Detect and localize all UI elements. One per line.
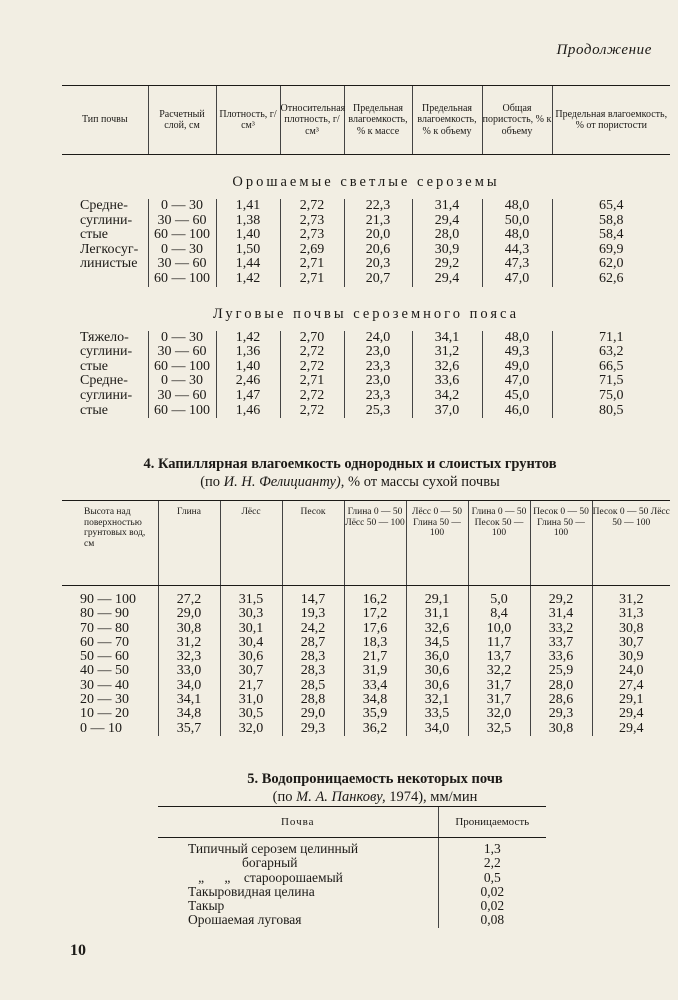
column-header: Предельная влагоемкость, % к массе [344, 86, 412, 155]
column-header: Песок [282, 501, 344, 586]
table-cell: 66,5 [552, 360, 670, 375]
table-row [62, 228, 670, 243]
table-cell: 14,7 [282, 586, 344, 608]
table-cell: 29,3 [530, 707, 592, 721]
table-cell: 0 — 30 [148, 374, 216, 389]
table-cell: 2,73 [280, 214, 344, 229]
table-cell: 28,7 [282, 636, 344, 650]
table-row [158, 913, 546, 927]
table-row [62, 707, 670, 721]
table-cell: 11,7 [468, 636, 530, 650]
table-cell: 24,0 [592, 664, 670, 678]
column-header: Глина [158, 501, 220, 586]
table-row [62, 214, 670, 229]
table-cell: 58,4 [552, 228, 670, 243]
table-cell: 47,0 [482, 272, 552, 287]
table-cell: 31,9 [344, 664, 406, 678]
permeability-value: 0,08 [438, 913, 546, 927]
soil-name: богарный [188, 855, 298, 871]
table-cell: 30,6 [220, 650, 282, 664]
table-cell: 34,8 [344, 693, 406, 707]
table-cell: 23,0 [344, 345, 412, 360]
table-cell: 32,1 [406, 693, 468, 707]
table5-title: 5. Водопроницаемость некоторых почв [247, 771, 503, 787]
table-cell: 30 — 40 [80, 677, 129, 693]
table-cell: 2,73 [280, 228, 344, 243]
table-cell: 29,0 [158, 607, 220, 621]
table-cell: стые [80, 358, 108, 374]
table-cell: 30,8 [158, 622, 220, 636]
table-cell: 62,6 [552, 272, 670, 287]
table-cell: 32,6 [412, 360, 482, 375]
table-cell: 27,4 [592, 679, 670, 693]
table-cell: 30,4 [220, 636, 282, 650]
table-cell: 1,41 [216, 199, 280, 214]
table-cell: 23,3 [344, 389, 412, 404]
table-cell: 29,1 [592, 693, 670, 707]
table-cell: 29,1 [406, 586, 468, 608]
table-cell: 31,4 [412, 199, 482, 214]
column-header: Предельная влагоемкость, % от пористости [552, 86, 670, 155]
table-cell: 16,2 [344, 586, 406, 608]
table-cell: 34,5 [406, 636, 468, 650]
table-cell: 2,72 [280, 199, 344, 214]
table-cell: 28,5 [282, 679, 344, 693]
table-cell: 36,0 [406, 650, 468, 664]
table-cell: 2,71 [280, 257, 344, 272]
table-cell: 32,6 [406, 622, 468, 636]
permeability-value: 1,3 [438, 838, 546, 857]
capillary-capacity-table [62, 500, 670, 736]
table-cell: 28,8 [282, 693, 344, 707]
column-header: Расчетный слой, см [148, 86, 216, 155]
table-cell: 1,40 [216, 360, 280, 375]
table-cell: 37,0 [412, 404, 482, 419]
table-row [62, 679, 670, 693]
table4-author: И. Н. Фелицианту) [223, 474, 341, 490]
table-cell: 29,2 [412, 257, 482, 272]
table-cell: 30,7 [592, 636, 670, 650]
table-cell: 60 — 100 [148, 360, 216, 375]
table-cell: 30 — 60 [148, 257, 216, 272]
table-cell: 1,42 [216, 272, 280, 287]
table-cell: 30 — 60 [148, 389, 216, 404]
table-cell: 30,9 [592, 650, 670, 664]
table-cell: 71,5 [552, 374, 670, 389]
table-row [62, 243, 670, 258]
section-title: Орошаемые светлые сероземы [232, 174, 500, 190]
section-title: Луговые почвы сероземного пояса [212, 305, 520, 322]
table-cell [62, 272, 148, 287]
table-cell: суглини- [80, 344, 133, 360]
section-title-row [62, 287, 670, 331]
table-cell: 29,0 [282, 707, 344, 721]
table-cell: 49,0 [482, 360, 552, 375]
table-row [62, 607, 670, 621]
table-cell: 63,2 [552, 345, 670, 360]
table-cell: 0 — 30 [148, 243, 216, 258]
table-cell: 34,8 [158, 707, 220, 721]
column-header: Тип почвы [62, 86, 148, 155]
table-cell: 21,7 [344, 650, 406, 664]
table4-subtitle: (по И. Н. Фелицианту), % от массы сухой почвы [200, 474, 500, 490]
table-cell: линистые [80, 256, 138, 272]
page-number: 10 [70, 942, 86, 959]
table-row [62, 374, 670, 389]
permeability-value: 2,2 [438, 856, 546, 870]
table-row [62, 199, 670, 214]
permeability-value: 0,5 [438, 871, 546, 885]
table-cell: стые [80, 402, 108, 418]
table-cell: 58,8 [552, 214, 670, 229]
table-cell: 33,5 [406, 707, 468, 721]
table-cell: 30,7 [220, 664, 282, 678]
table-cell: 2,71 [280, 374, 344, 389]
table-cell: 30 — 60 [148, 214, 216, 229]
table-cell: 34,1 [158, 693, 220, 707]
table-cell: 18,3 [344, 636, 406, 650]
table-cell: 30 — 60 [148, 345, 216, 360]
table-cell: 33,0 [158, 664, 220, 678]
table-cell: 20 — 30 [80, 692, 129, 708]
column-header: Плотность, г/см³ [216, 86, 280, 155]
continuation-label: Продолжение [556, 42, 652, 58]
table-cell: 21,7 [220, 679, 282, 693]
column-header: Песок 0 — 50 Глина 50 — 100 [530, 501, 592, 586]
table-cell: 17,2 [344, 607, 406, 621]
table-cell: 34,0 [158, 679, 220, 693]
table-cell: 46,0 [482, 404, 552, 419]
table-row [62, 345, 670, 360]
table-cell: 29,4 [412, 214, 482, 229]
table4-title: 4. Капиллярная влагоемкость однородных и слоистых грунтов [143, 456, 557, 472]
table-cell: Средне- [80, 373, 128, 389]
table-cell: 1,44 [216, 257, 280, 272]
table-cell: 60 — 70 [80, 634, 129, 650]
column-header: Лёсс [220, 501, 282, 586]
table-cell: 48,0 [482, 228, 552, 243]
table-cell: 28,6 [530, 693, 592, 707]
table-cell: 47,0 [482, 374, 552, 389]
table-cell: 71,1 [552, 331, 670, 346]
permeability-value: 0,02 [438, 899, 546, 913]
table-cell: 33,7 [530, 636, 592, 650]
table-cell: 49,3 [482, 345, 552, 360]
permeability-value: 0,02 [438, 885, 546, 899]
table-row [62, 650, 670, 664]
table-cell: 0 — 10 [80, 720, 122, 736]
column-header: Проницаемость [438, 807, 546, 838]
table-cell: 32,0 [220, 722, 282, 736]
table-cell: 25,3 [344, 404, 412, 419]
table-cell: 22,3 [344, 199, 412, 214]
table-cell: 21,3 [344, 214, 412, 229]
table-cell: 48,0 [482, 331, 552, 346]
table-cell: Средне- [80, 198, 128, 213]
table-row [62, 331, 670, 346]
table-cell: 10 — 20 [80, 706, 129, 722]
table-row [62, 257, 670, 272]
table-cell: 0 — 30 [148, 331, 216, 346]
table-cell: 1,40 [216, 228, 280, 243]
table-cell: 2,46 [216, 374, 280, 389]
table-cell: 1,42 [216, 331, 280, 346]
table-cell: 31,4 [530, 607, 592, 621]
table-cell: 2,69 [280, 243, 344, 258]
table-row [62, 622, 670, 636]
table-cell: 19,3 [282, 607, 344, 621]
table-row [62, 389, 670, 404]
table-cell: 30,5 [220, 707, 282, 721]
table-cell: 1,50 [216, 243, 280, 258]
table-cell: 30,1 [220, 622, 282, 636]
table-cell: 30,3 [220, 607, 282, 621]
table-row [62, 404, 670, 419]
table-cell: Тяжело- [80, 329, 129, 345]
table-cell: 48,0 [482, 199, 552, 214]
table-cell: 33,4 [344, 679, 406, 693]
table-row [62, 272, 670, 287]
table-cell: 2,70 [280, 331, 344, 346]
table-cell: 31,0 [220, 693, 282, 707]
table-row [62, 722, 670, 736]
table-cell: 34,0 [406, 722, 468, 736]
table-row [158, 838, 546, 857]
table-cell: 32,5 [468, 722, 530, 736]
table-cell: 8,4 [468, 607, 530, 621]
table-row [62, 360, 670, 375]
table-cell: 80,5 [552, 404, 670, 419]
table-cell: 80 — 90 [80, 606, 129, 622]
table-cell: 31,7 [468, 693, 530, 707]
table-cell: 2,72 [280, 345, 344, 360]
table-cell: 25,9 [530, 664, 592, 678]
soil-name: Такыровидная целина [188, 883, 315, 899]
table-cell: 70 — 80 [80, 620, 129, 636]
column-header: Почва [158, 807, 438, 838]
table-cell: 32,0 [468, 707, 530, 721]
column-header: Глина 0 — 50 Лёсс 50 — 100 [344, 501, 406, 586]
table-cell: суглини- [80, 387, 133, 403]
section-title-row [62, 155, 670, 200]
table-cell: 29,4 [412, 272, 482, 287]
table-cell: 20,7 [344, 272, 412, 287]
soil-properties-table [62, 85, 670, 418]
table-cell: 27,2 [158, 586, 220, 608]
table-cell: 60 — 100 [148, 272, 216, 287]
table-cell: 1,46 [216, 404, 280, 419]
table-cell: 20,3 [344, 257, 412, 272]
table-row [62, 586, 670, 608]
table-cell: 44,3 [482, 243, 552, 258]
table-cell: 60 — 100 [148, 404, 216, 419]
table-cell: 62,0 [552, 257, 670, 272]
table-cell: 31,2 [158, 636, 220, 650]
table-row [158, 885, 546, 899]
table-cell: Легкосуг- [80, 241, 139, 257]
table-cell: 40 — 50 [80, 663, 129, 679]
table-cell: 65,4 [552, 199, 670, 214]
table-cell: 31,5 [220, 586, 282, 608]
table-cell: 31,7 [468, 679, 530, 693]
table-cell: 20,6 [344, 243, 412, 258]
table-cell: 60 — 100 [148, 228, 216, 243]
table-cell: суглини- [80, 212, 133, 228]
table-row [158, 856, 546, 870]
table-cell: 17,6 [344, 622, 406, 636]
table-cell: 13,7 [468, 650, 530, 664]
table-cell: 30,6 [406, 679, 468, 693]
table-cell: 32,2 [468, 664, 530, 678]
table-cell: 28,3 [282, 664, 344, 678]
soil-name: Такыр [188, 898, 225, 914]
table-cell: 50,0 [482, 214, 552, 229]
table-cell: 24,0 [344, 331, 412, 346]
column-header: Относительная плотность, г/см³ [280, 86, 344, 155]
table5-subtitle: (по М. А. Панкову, 1974), мм/мин [272, 789, 478, 805]
table-cell: 30,6 [406, 664, 468, 678]
table-cell: 2,72 [280, 360, 344, 375]
table-row [158, 899, 546, 913]
table-cell: 45,0 [482, 389, 552, 404]
soil-name: Типичный серозем целинный [188, 841, 359, 856]
table-cell: 2,72 [280, 404, 344, 419]
table-cell: 33,2 [530, 622, 592, 636]
table-cell: 32,3 [158, 650, 220, 664]
table-cell: 24,2 [282, 622, 344, 636]
table-row [158, 871, 546, 885]
table-cell: 30,8 [592, 622, 670, 636]
table-cell: 20,0 [344, 228, 412, 243]
table-cell: 29,4 [592, 722, 670, 736]
soil-name: „ „ староорошаемый [188, 869, 343, 885]
soil-name: Орошаемая луговая [188, 912, 302, 928]
table-cell: 35,7 [158, 722, 220, 736]
table-cell: 31,2 [592, 586, 670, 608]
table-cell: 33,6 [412, 374, 482, 389]
table-cell: 1,47 [216, 389, 280, 404]
table-cell: 28,3 [282, 650, 344, 664]
table-row [62, 664, 670, 678]
table-cell: 10,0 [468, 622, 530, 636]
table-cell: 35,9 [344, 707, 406, 721]
column-header: Лёсс 0 — 50 Глина 50 — 100 [406, 501, 468, 586]
table-cell: 34,1 [412, 331, 482, 346]
table-cell: 29,3 [282, 722, 344, 736]
table-cell: 0 — 30 [148, 199, 216, 214]
column-header: Предельная влагоемкость, % к объему [412, 86, 482, 155]
table-row [62, 693, 670, 707]
column-header: Высота над поверхностью грунтовых вод, см [62, 501, 158, 586]
table-cell: 90 — 100 [80, 592, 136, 607]
table-cell: 2,72 [280, 389, 344, 404]
table-cell: 29,2 [530, 586, 592, 608]
table5-author: М. А. Панкову, [296, 789, 386, 805]
table-cell: 50 — 60 [80, 649, 129, 665]
table-cell: 30,9 [412, 243, 482, 258]
table-header-row [62, 501, 670, 586]
table-cell: 36,2 [344, 722, 406, 736]
table-cell: 34,2 [412, 389, 482, 404]
column-header: Глина 0 — 50 Песок 50 — 100 [468, 501, 530, 586]
table-cell: 30,8 [530, 722, 592, 736]
table-cell: 1,36 [216, 345, 280, 360]
table-header-row [62, 86, 670, 155]
table-cell: 28,0 [412, 228, 482, 243]
table-cell: 31,2 [412, 345, 482, 360]
table-cell: 23,3 [344, 360, 412, 375]
table-cell: 47,3 [482, 257, 552, 272]
table-cell: стые [80, 227, 108, 243]
table-cell: 75,0 [552, 389, 670, 404]
table-cell: 2,71 [280, 272, 344, 287]
table-cell: 28,0 [530, 679, 592, 693]
table-cell: 29,4 [592, 707, 670, 721]
table-cell: 33,6 [530, 650, 592, 664]
column-header: Общая пористость, % к объему [482, 86, 552, 155]
table-cell: 31,1 [406, 607, 468, 621]
table-cell: 1,38 [216, 214, 280, 229]
table-cell: 69,9 [552, 243, 670, 258]
table-cell: 31,3 [592, 607, 670, 621]
table-header-row [158, 807, 546, 838]
table-row [62, 636, 670, 650]
table-cell: 5,0 [468, 586, 530, 608]
column-header: Песок 0 — 50 Лёсс 50 — 100 [592, 501, 670, 586]
permeability-table [158, 806, 546, 928]
table-cell: 23,0 [344, 374, 412, 389]
